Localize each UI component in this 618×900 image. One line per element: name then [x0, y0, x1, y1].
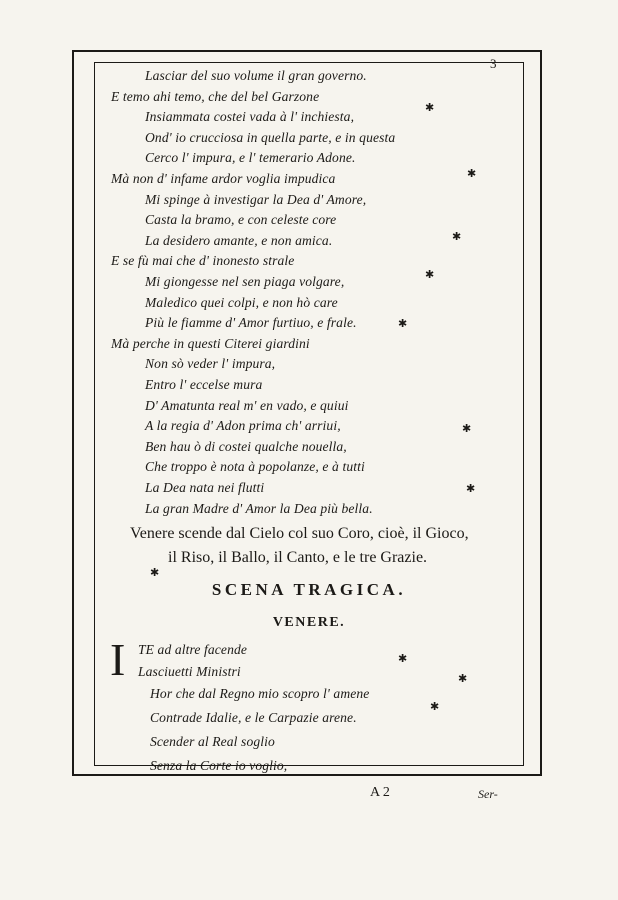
- verse-line: La gran Madre d' Amor la Dea più bella.: [145, 500, 373, 516]
- signature-mark: A 2: [370, 785, 390, 800]
- stage-direction-line: il Riso, il Ballo, il Canto, e le tre Grazie.: [168, 549, 428, 566]
- verse-line: E temo ahi temo, che del bel Garzone: [111, 88, 320, 104]
- verse-line: E se fù mai che d' inonesto strale: [111, 253, 295, 269]
- verse-line: A la regia d' Adon prima ch' arriui,: [145, 418, 341, 434]
- verse-line: Insiammata costei vada à l' inchiesta,: [145, 109, 355, 125]
- verse-line: Casta la bramo, e con celeste core: [145, 212, 337, 228]
- asterisk-ornament-icon: ✱: [430, 700, 440, 713]
- scene-title: SCENA TRAGICA.: [211, 580, 407, 599]
- asterisk-ornament-icon: ✱: [398, 652, 408, 665]
- catchword: Ser-: [478, 787, 498, 801]
- verse-line: Senza la Corte io voglio,: [150, 758, 288, 773]
- verse-line: Cerco l' impura, e l' temerario Adone.: [145, 150, 356, 166]
- verse-line: Scender al Real soglio: [150, 734, 275, 749]
- verse-line: Entro l' eccelse mura: [145, 377, 263, 392]
- asterisk-ornament-icon: ✱: [398, 317, 408, 330]
- stage-direction-line: Venere scende dal Cielo col suo Coro, cioè, il Gioco,: [130, 525, 469, 542]
- asterisk-ornament-icon: ✱: [467, 167, 477, 180]
- verse-line: Ond' io crucciosa in quella parte, e in questa: [145, 129, 396, 145]
- verse-line: Mi giongesse nel sen piaga volgare,: [145, 274, 345, 289]
- inner-border-frame: [94, 62, 524, 766]
- asterisk-ornament-icon: ✱: [425, 268, 435, 281]
- asterisk-ornament-icon: ✱: [466, 482, 476, 495]
- asterisk-ornament-icon: ✱: [452, 230, 462, 243]
- verse-line: Contrade Idalie, e le Carpazie arene.: [150, 710, 357, 725]
- asterisk-ornament-icon: ✱: [425, 101, 435, 114]
- asterisk-ornament-icon: ✱: [458, 672, 468, 685]
- verse-line: Mi spinge à investigar la Dea d' Amore,: [145, 191, 367, 207]
- verse-line: Più le fiamme d' Amor furtiuo, e frale.: [145, 315, 357, 331]
- page-number: 3: [490, 56, 497, 71]
- verse-line: La desidero amante, e non amica.: [145, 232, 333, 248]
- verse-line: D' Amatunta real m' en vado, e quiui: [145, 397, 349, 413]
- verse-line: Mà perche in questi Citerei giardini: [111, 335, 310, 351]
- verse-line: Mà non d' infame ardor voglia impudica: [111, 171, 336, 186]
- verse-line: Ben hau ò di costei qualche nouella,: [145, 438, 347, 454]
- speaker-heading: VENERE.: [272, 615, 346, 630]
- asterisk-ornament-icon: ✱: [150, 566, 160, 579]
- verse-line: TE ad altre facende: [138, 642, 247, 657]
- drop-cap: I: [110, 634, 126, 685]
- verse-line: La Dea nata nei flutti: [145, 480, 265, 495]
- verse-line: Lasciuetti Ministri: [138, 664, 241, 679]
- verse-line: Che troppo è nota à popolanze, e à tutti: [145, 459, 365, 475]
- verse-line: Non sò veder l' impura,: [145, 356, 276, 372]
- asterisk-ornament-icon: ✱: [462, 422, 472, 435]
- verse-line: Maledico quei colpi, e non hò care: [145, 294, 338, 310]
- verse-line: Lasciar del suo volume il gran governo.: [145, 68, 367, 83]
- verse-line: Hor che dal Regno mio scopro l' amene: [150, 686, 370, 701]
